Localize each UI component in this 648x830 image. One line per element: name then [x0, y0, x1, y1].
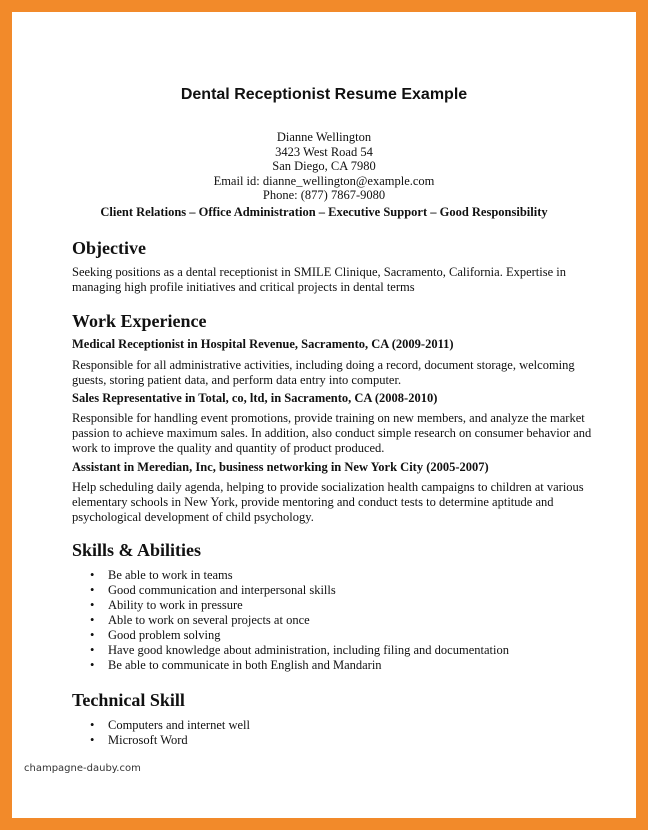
skill-text: Have good knowledge about administration, including filing and documentation: [108, 643, 509, 657]
bullet-icon: •: [90, 628, 95, 642]
bullet-icon: •: [90, 568, 95, 582]
job-description: [72, 358, 575, 388]
page-title: Dental Receptionist Resume Example: [180, 86, 468, 103]
technical-skill-heading: Technical Skill: [72, 690, 185, 710]
objective-heading: Objective: [72, 238, 146, 258]
job-description: [72, 480, 584, 525]
bullet-icon: •: [90, 718, 95, 732]
job-line: passion to achieve maximum sales. In addition, also conduct simple research on consumer behavior and: [72, 426, 592, 440]
skill-text: Be able to communicate in both English and Mandarin: [108, 658, 382, 672]
list-item: [90, 718, 250, 733]
job-description: [72, 411, 592, 456]
bullet-icon: •: [90, 658, 95, 672]
list-item: [90, 568, 509, 583]
skills-heading: Skills & Abilities: [72, 540, 202, 560]
skill-text: Computers and internet well: [108, 718, 250, 732]
skill-text: Able to work on several projects at once: [108, 613, 310, 627]
objective-line: Seeking positions as a dental receptionist in SMILE Clinique, Sacramento, California. Expertise in: [72, 265, 566, 279]
list-item: [90, 643, 509, 658]
bullet-icon: •: [90, 733, 95, 747]
summary-line: Client Relations – Office Administration – Executive Support – Good Responsibility: [100, 205, 548, 219]
bullet-icon: •: [90, 583, 95, 597]
job-title: Assistant in Meredian, Inc, business networking in New York City (2005-2007): [72, 460, 489, 474]
job-line: Responsible for all administrative activities, including doing a record, document storage, welcoming: [72, 358, 575, 372]
list-item: [90, 583, 509, 598]
list-item: [90, 628, 509, 643]
contact-city: San Diego, CA 7980: [272, 159, 376, 173]
job-line: work to improve the quality and quantity of product produced.: [72, 441, 385, 455]
skill-text: Be able to work in teams: [108, 568, 233, 582]
skills-list: [90, 568, 509, 673]
list-item: [90, 613, 509, 628]
job-line: elementary schools in New York, provide mentoring and conduct tests to determine aptitude and: [72, 495, 554, 509]
job-line: psychological development of child psychology.: [72, 510, 314, 524]
resume-page: [12, 12, 636, 818]
job-title: Sales Representative in Total, co, ltd, in Sacramento, CA (2008-2010): [72, 391, 438, 405]
contact-phone: Phone: (877) 7867-9080: [262, 188, 386, 202]
objective-text: [72, 265, 572, 295]
skill-text: Microsoft Word: [108, 733, 188, 747]
contact-name: Dianne Wellington: [276, 130, 372, 144]
job-title: Medical Receptionist in Hospital Revenue, Sacramento, CA (2009-2011): [72, 337, 454, 351]
list-item: [90, 598, 509, 613]
skill-text: Good problem solving: [108, 628, 221, 642]
skill-text: Good communication and interpersonal skills: [108, 583, 336, 597]
list-item: [90, 733, 250, 748]
contact-block: [12, 130, 636, 203]
bullet-icon: •: [90, 613, 95, 627]
bullet-icon: •: [90, 598, 95, 612]
contact-address: 3423 West Road 54: [275, 144, 373, 159]
watermark: champagne-dauby.com: [24, 763, 141, 774]
job-line: Responsible for handling event promotions, provide training on new members, and analyze the market: [72, 411, 585, 425]
job-line: guests, storing patient data, and perform data entry into computer.: [72, 373, 402, 387]
contact-email: Email id: dianne_wellington@example.com: [213, 173, 435, 188]
list-item: [90, 658, 509, 673]
objective-line: managing high profile initiatives and critical projects in dental terms: [72, 280, 415, 294]
job-line: Help scheduling daily agenda, helping to provide socialization health campaigns to children at various: [72, 480, 584, 494]
skill-text: Ability to work in pressure: [108, 598, 243, 612]
bullet-icon: •: [90, 643, 95, 657]
work-experience-heading: Work Experience: [72, 311, 207, 331]
technical-skill-list: [90, 718, 250, 748]
